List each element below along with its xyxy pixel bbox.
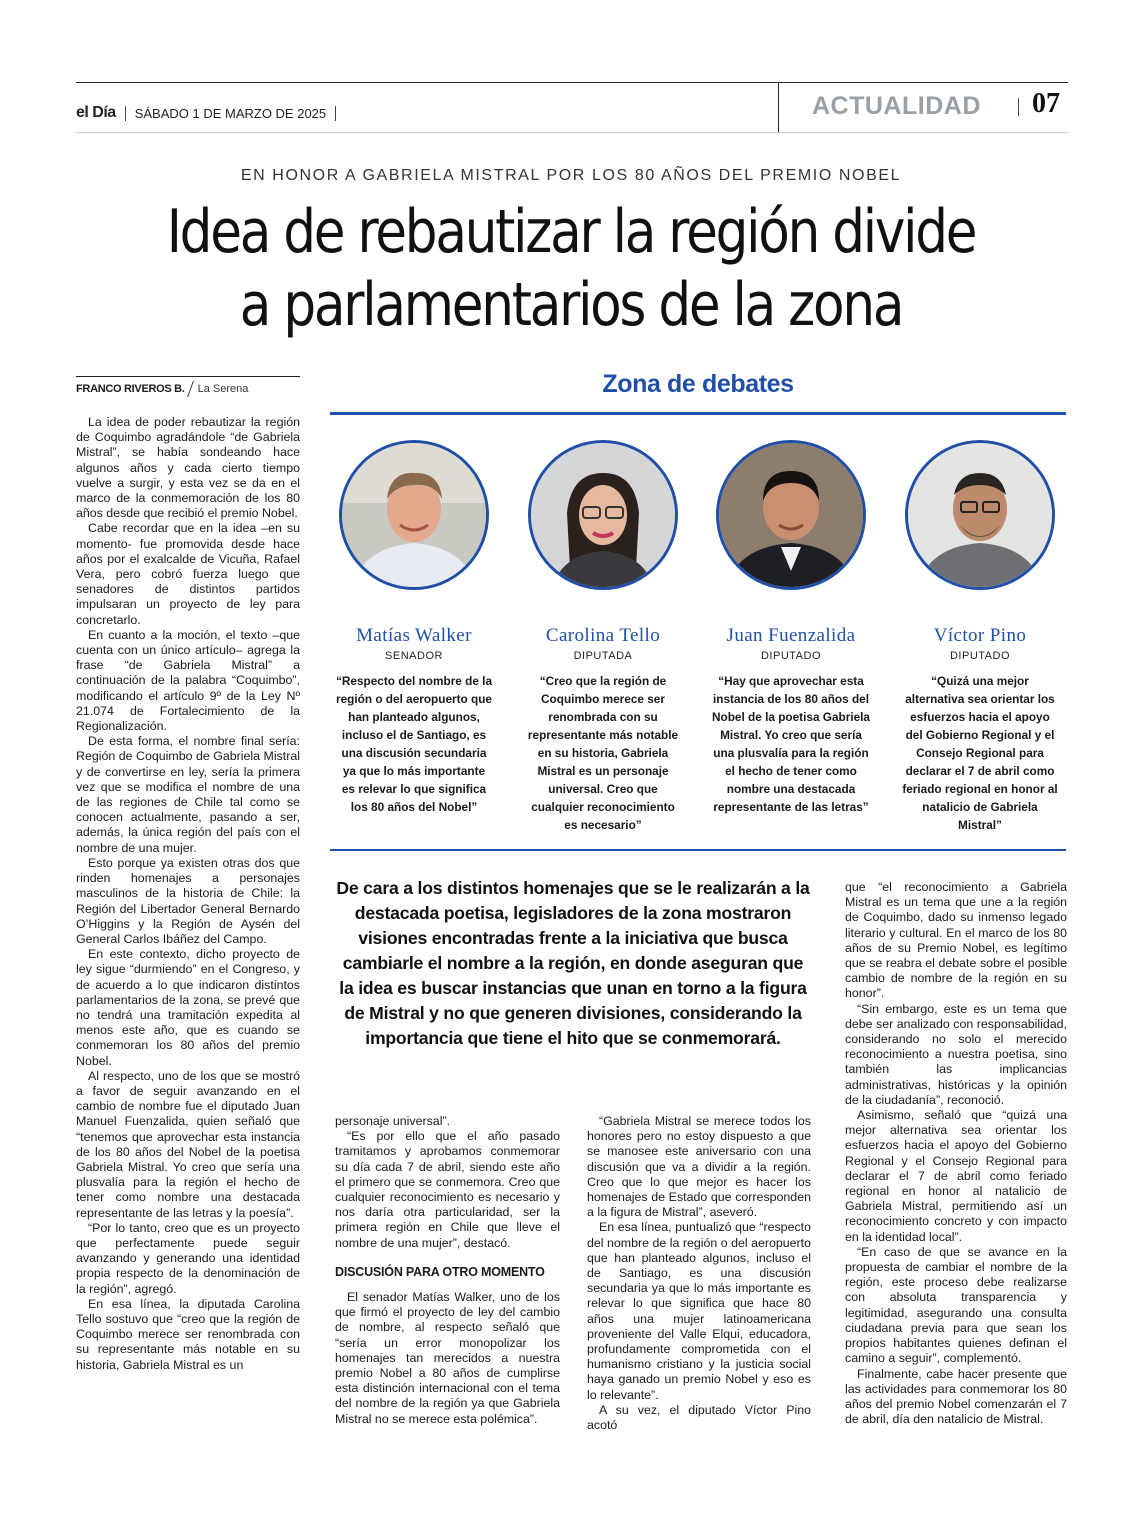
article-kicker: EN HONOR A GABRIELA MISTRAL POR LOS 80 AÑOS DEL PREMIO NOBEL [240, 167, 902, 184]
body-paragraph: En esa línea, puntualizó que “respecto del nombre de la región o del aeropuerto que han planteado algunos, incluso el de Santiago, es una discusión secundaria ya que lo más importante es relevar lo que significa que hace 80 años una mujer latinoamericana proveniente del Valle Elqui, educadora, profundamente comprometida con el humanismo cristiano y la justicia social haya ganado un premio Nobel y eso es lo relevante”. [587, 1220, 811, 1402]
body-paragraph: En este contexto, dicho proyecto de ley sigue “durmiendo” en el Congreso, y de acuerdo a lo que indicaron distintos parlamentarios de la zona, se prevé que no tendrá una tramitación expedita al menos este año, que es cuando se conmemoran los 80 años del premio Nobel. [76, 947, 300, 1068]
body-paragraph: En esa línea, la diputada Carolina Tello sostuvo que “creo que la región de Coquimbo merece ser renombrada con su representante más notable en su historia, Gabriela Mistral es un [76, 1296, 300, 1372]
portrait-illustration [531, 443, 675, 587]
debate-person-walker [319, 440, 509, 816]
body-paragraph: “Sin embargo, este es un tema que debe ser analizado con responsabilidad, considerando no solo el merecido reconocimiento a nuestra poetisa, sino también las implicancias administrativas, históricas y la opinión de la ciudadanía”, reconoció. [845, 1001, 1067, 1107]
portrait-illustration [719, 443, 863, 587]
portrait-illustration [342, 443, 486, 587]
avatar [528, 440, 678, 590]
debate-person-tello [508, 440, 698, 834]
header-separator [1018, 98, 1019, 116]
text-column-3 [587, 1114, 811, 1433]
masthead [76, 104, 345, 122]
person-name: Juan Fuenzalida [726, 625, 856, 646]
person-name: Matías Walker [356, 625, 472, 646]
text-column-1 [76, 415, 300, 1373]
debate-zone-title: Zona de debates [602, 370, 794, 398]
person-name: Víctor Pino [933, 625, 1027, 646]
person-role: SENADOR [385, 650, 443, 662]
body-paragraph: “Gabriela Mistral se merece todos los honores pero no estoy dispuesto a que se manosee este aniversario con una discusión que va a dividir a la región. Creo que lo que mejor es hacer los homenajes de Estado que corresponden a la figura de Mistral”, aseveró. [587, 1114, 811, 1220]
body-paragraph: De esta forma, el nombre final sería: Región de Coquimbo de Gabriela Mistral y de convertirse en ley, sería la primera vez que se modifica el nombre de una de las regiones de Chile tal como se conocen actualmente, pasando a ser, además, la única región del país con el nombre de una mujer. [76, 734, 300, 855]
body-paragraph: “Por lo tanto, creo que es un proyecto que perfectamente puede seguir avanzando y generando una identidad propia respecto de la denominación de la región”, agregó. [76, 1220, 300, 1296]
author-name: FRANCO RIVEROS B. [76, 383, 185, 395]
body-paragraph: “En caso de que se avance en la propuesta de cambiar el nombre de la región, este proceso debe realizarse con absoluta transparencia y legitimidad, asegurando una consulta ciudadana previa para que sean los propios habitantes quienes definan el camino a seguir”, complementó. [845, 1244, 1067, 1366]
debate-zone-rule [330, 412, 1066, 415]
body-paragraph: que “el reconocimiento a Gabriela Mistral es un tema que une a la región de Coquimbo, dado su inmenso legado literario y cultural. En el marco de los 80 años de su Premio Nobel, es legítimo que se reabra el debate sobre el posible cambio de nombre de la región en su honor”. [845, 880, 1067, 1001]
avatar [905, 440, 1055, 590]
header-top-rule [76, 82, 1068, 83]
header-separator [335, 106, 336, 121]
issue-date: SÁBADO 1 DE MARZO DE 2025 [134, 105, 327, 121]
person-role: DIPUTADO [949, 650, 1011, 662]
body-paragraph: Finalmente, cabe hacer presente que las actividades para conmemorar los 80 años del premio Nobel comenzarán el 7 de abril, día den natalicio de Mistral. [845, 1366, 1067, 1427]
debate-zone-bottom-rule [330, 849, 1066, 851]
person-quote: “Quizá una mejor alternativa sea orientar los esfuerzos hacia el apoyo del Gobierno Regional y el Consejo Regional para declarar el 7 de abril como feriado regional en honor al natalicio de Gabriela Mistral” [902, 674, 1058, 832]
person-role: DIPUTADA [573, 650, 633, 662]
body-paragraph: La idea de poder rebautizar la región de Coquimbo agradándole “de Gabriela Mistral”, se había sondeando hace algunos años y cada cierto tiempo vuelve a surgir, y esta vez se da en el marco de la conmemoración de los 80 años desde que recibió el premio Nobel. [76, 415, 300, 521]
person-quote: “Respecto del nombre de la región o del aeropuerto que han planteado algunos, incluso el de Santiago, es una discusión secundaria ya que lo más importante es relevar lo que significa los 80 años del Nobel” [335, 674, 493, 814]
person-role: DIPUTADO [760, 650, 822, 662]
text-column-2 [335, 1114, 560, 1427]
debate-person-pino [885, 440, 1075, 834]
body-paragraph: A su vez, el diputado Víctor Pino acotó [587, 1402, 811, 1433]
body-paragraph: Cabe recordar que en la idea –en su momento- fue promovida desde hace años por el exalcalde de Vicuña, Rafael Vera, pero cobró fuerza luego que senadores de distintos partidos impulsaran un proyecto de ley para concretarlo. [76, 521, 300, 627]
body-paragraph: “Es por ello que el año pasado tramitamos y aprobamos conmemorar su día cada 7 de abril, siendo este año el primero que se conmemora. Creo que cualquier reconocimiento es necesario y nos daría otra particularidad, ser la primera región en Chile que lleve el nombre de una mujer”, destacó. [335, 1129, 560, 1250]
person-quote: “Hay que aprovechar esta instancia de los 80 años del Nobel de la poetisa Gabriela Mistral. Yo creo que sería una plusvalía para la región el hecho de tener como nombre una destacada representante de las letras” [712, 674, 870, 814]
article-lead: De cara a los distintos homenajes que se le realizarán a la destacada poetisa, legisladores de la zona mostraron visiones encontradas frente a la iniciativa que busca cambiarle el nombre a la región, en donde aseguran que la idea es buscar instancias que unan en torno a la figura de Mistral y no que generen divisiones, considerando la importancia que tiene el hito que se conmemorará. [336, 878, 810, 1048]
byline [76, 376, 300, 397]
article-headline [80, 196, 1062, 342]
body-paragraph: Al respecto, uno de los que se mostró a favor de seguir avanzando en el cambio de nombre fue el diputado Juan Manuel Fuenzalida, quien señaló que “tenemos que aprovechar esta instancia de los 80 años del Nobel de la poetisa Gabriela Mistral. Yo creo que sería una plusvalía para la región el hecho de tener como nombre una destacada representante de las letras y la poesía”. [76, 1068, 300, 1220]
body-paragraph: En cuanto a la moción, el texto –que cuenta con un único artículo– agrega la frase “de Gabriela Mistral” a continuación de la palabra “Coquimbo”, modificando el artículo 9º de la Ley Nº 21.074 de Fortalecimiento de la Regionalización. [76, 627, 300, 734]
body-paragraph: El senador Matías Walker, uno de los que firmó el proyecto de ley del cambio de nombre, al respecto señaló que “sería un error monopolizar los homenajes tan merecidos a nuestra premio Nobel a 80 años de cumplirse esta distinción internacional con el tema del nombre de la región ya que Gabriela Mistral no se merece esta polémica”. [335, 1290, 560, 1426]
person-name: Carolina Tello [545, 625, 661, 646]
header-separator [125, 106, 126, 121]
subheading: DISCUSIÓN PARA OTRO MOMENTO [335, 1264, 545, 1279]
avatar [716, 440, 866, 590]
debate-person-fuenzalida [696, 440, 886, 816]
dateline-place: La Serena [197, 383, 249, 395]
header-divider [778, 82, 779, 132]
newspaper-brand: el Día [76, 104, 116, 121]
portrait-illustration [908, 443, 1052, 587]
header-bottom-rule [76, 132, 1068, 133]
headline-line-1: Idea de rebautizar la región divide [166, 197, 976, 267]
body-paragraph: Asimismo, señaló que “quizá una mejor alternativa sea orientar los esfuerzos hacia el apoyo del Gobierno Regional y el Consejo Regional para declarar el 7 de abril como feriado regional en honor al natalicio de Gabriela Mistral, permitiendo así un reconocimiento concreto y con impacto en la identidad local”. [845, 1108, 1067, 1244]
byline-slash [187, 381, 194, 397]
page-number: 07 [1032, 88, 1060, 119]
body-paragraph: personaje universal”. [335, 1114, 451, 1128]
avatar [339, 440, 489, 590]
body-paragraph: Esto porque ya existen otras dos que rinden homenajes a personajes masculinos de la historia de Chile: la Región del Libertador General Bernardo O’Higgins y la Región de Aysén del General Carlos Ibáñez del Campo. [76, 855, 300, 946]
text-column-4 [845, 880, 1067, 1427]
section-name: ACTUALIDAD [812, 92, 981, 120]
person-quote: “Creo que la región de Coquimbo merece ser renombrada con su representante más notable en su historia, Gabriela Mistral es un personaje universal. Creo que cualquier reconocimiento es necesario” [527, 674, 679, 832]
headline-line-2: a parlamentarios de la zona [239, 270, 903, 340]
